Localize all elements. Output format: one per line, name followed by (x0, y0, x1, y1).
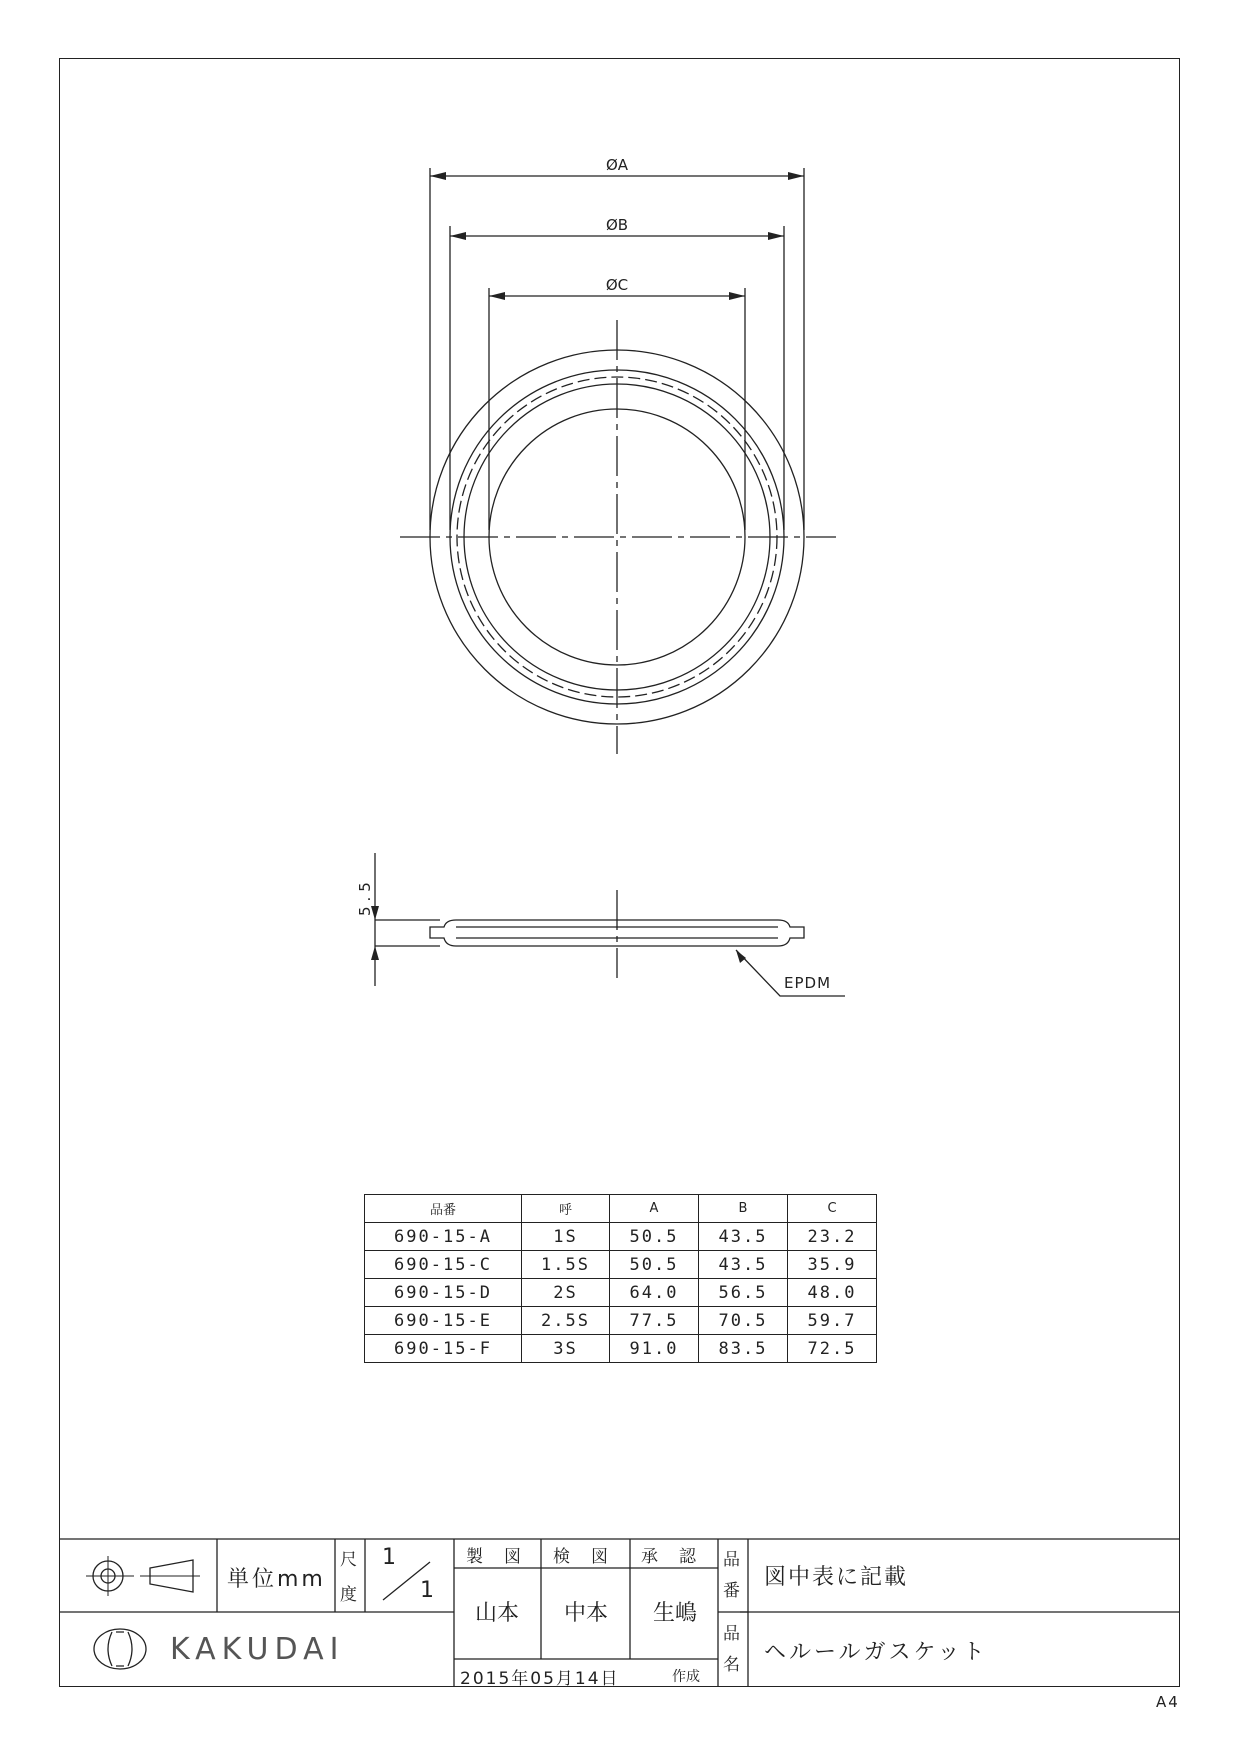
table-cell: 77.5 (610, 1307, 699, 1335)
table-cell: 70.5 (699, 1307, 788, 1335)
company-logo-text: KAKUDAI (170, 1632, 345, 1667)
scale-numerator: 1 (382, 1545, 396, 1570)
table-cell: 43.5 (699, 1223, 788, 1251)
table-header: A (610, 1195, 699, 1223)
thickness-label: 5.5 (356, 877, 374, 916)
table-row (365, 1251, 877, 1279)
approved-by-name: 生嶋 (653, 1601, 698, 1626)
table-cell: 83.5 (699, 1335, 788, 1363)
table-cell: 72.5 (788, 1335, 877, 1363)
table-cell: 3S (522, 1335, 610, 1363)
table-header: 品番 (365, 1195, 522, 1223)
scale-label-2: 度 (340, 1585, 357, 1605)
table-cell: 690-15-F (365, 1335, 522, 1363)
table-row (365, 1223, 877, 1251)
part-no-label-2: 番 (723, 1581, 740, 1601)
dim-label-c: ØC (605, 276, 629, 294)
table-cell: 56.5 (699, 1279, 788, 1307)
drawing-date: 2015年05月14日 (460, 1669, 620, 1689)
drawn-by-label: 製 図 (466, 1547, 523, 1567)
approved-by-label: 承 認 (641, 1547, 698, 1567)
table-row (365, 1307, 877, 1335)
part-name-label-1: 品 (723, 1624, 740, 1644)
paper-size-label: A4 (1156, 1693, 1180, 1711)
logo-mark (94, 1629, 146, 1669)
dimension-table (364, 1194, 877, 1363)
part-no-label-1: 品 (723, 1550, 740, 1570)
unit-label: 単位mm (227, 1567, 326, 1592)
table-header: B (699, 1195, 788, 1223)
table-cell: 690-15-A (365, 1223, 522, 1251)
table-cell: 690-15-D (365, 1279, 522, 1307)
table-cell: 23.2 (788, 1223, 877, 1251)
table-cell: 2.5S (522, 1307, 610, 1335)
material-label: EPDM (784, 974, 832, 992)
table-cell: 35.9 (788, 1251, 877, 1279)
table-cell: 1S (522, 1223, 610, 1251)
table-header: C (788, 1195, 877, 1223)
ring-circle-1 (450, 370, 784, 704)
part-name-label-2: 名 (723, 1655, 740, 1675)
table-header: 呼 (522, 1195, 610, 1223)
checked-by-name: 中本 (564, 1601, 609, 1626)
checked-by-label: 検 図 (553, 1547, 610, 1567)
table-cell: 59.7 (788, 1307, 877, 1335)
table-cell: 48.0 (788, 1279, 877, 1307)
part-no-value: 図中表に記載 (764, 1565, 909, 1590)
table-cell: 50.5 (610, 1223, 699, 1251)
dim-label-a: ØA (605, 156, 629, 174)
table-cell: 1.5S (522, 1251, 610, 1279)
table-cell: 43.5 (699, 1251, 788, 1279)
created-label: 作成 (672, 1669, 700, 1685)
part-name-value: ヘルールガスケット (764, 1640, 988, 1665)
dim-label-b: ØB (605, 216, 629, 234)
table-cell: 64.0 (610, 1279, 699, 1307)
table-cell: 2S (522, 1279, 610, 1307)
table-cell: 91.0 (610, 1335, 699, 1363)
table-cell: 50.5 (610, 1251, 699, 1279)
table-cell: 690-15-C (365, 1251, 522, 1279)
table-row (365, 1279, 877, 1307)
table-header-row (365, 1195, 877, 1223)
table-row (365, 1335, 877, 1363)
table-cell: 690-15-E (365, 1307, 522, 1335)
scale-denominator: 1 (420, 1578, 434, 1603)
drawn-by-name: 山本 (475, 1601, 520, 1626)
scale-label-1: 尺 (340, 1550, 357, 1570)
